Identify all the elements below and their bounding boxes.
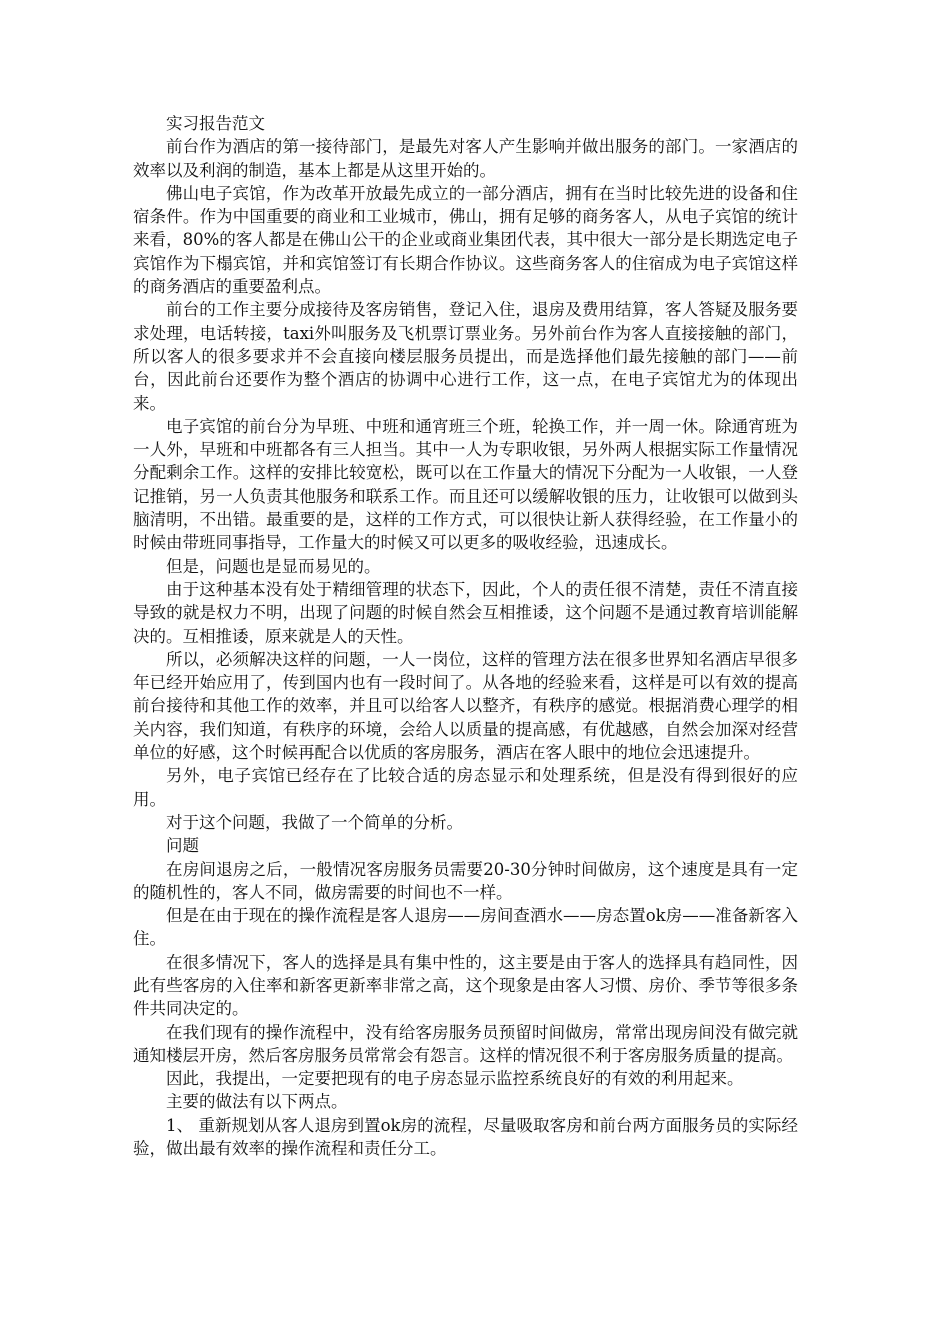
paragraph: 电子宾馆的前台分为早班、中班和通宵班三个班，轮换工作，并一周一休。除通宵班为一人外，早班和中班都各有三人担当。其中一人为专职收银，另外两人根据实际工作量情况分配剩余工作。这样的安排比较宽松，既可以在工作量大的情况下分配为一人收银，一人登记推销，另一人负责其他服务和联系工作。而且还可以缓解收银的压力，让收银可以做到头脑清明，不出错。最重要的是，这样的工作方式，可以很快让新人获得经验，在工作量小的时候由带班同事指导，工作量大的时候又可以更多的吸收经验，迅速成长。 <box>133 416 798 553</box>
paragraph: 因此，我提出，一定要把现有的电子房态显示监控系统良好的有效的利用起来。 <box>166 1069 744 1089</box>
paragraph: 对于这个问题，我做了一个简单的分析。 <box>166 812 463 832</box>
paragraph: 由于这种基本没有处于精细管理的状态下，因此，个人的责任很不清楚，责任不清直接导致的就是权力不明，出现了问题的时候自然会互相推诿，这个问题不是通过教育培训能解决的。互相推诿，原来就是人的天性。 <box>133 579 798 646</box>
paragraph: 佛山电子宾馆，作为改革开放最先成立的一部分酒店，拥有在当时比较先进的设备和住宿条件。作为中国重要的商业和工业城市，佛山，拥有足够的商务客人，从电子宾馆的统计来看，80%的客人都是在佛山公干的企业或商业集团代表，其中很大一部分是长期选定电子宾馆作为下榻宾馆，并和宾馆签订有长期合作协议。这些商务客人的住宿成为电子宾馆这样的商务酒店的重要盈利点。 <box>133 183 798 297</box>
paragraph: 另外，电子宾馆已经存在了比较合适的房态显示和处理系统，但是没有得到很好的应用。 <box>133 766 798 809</box>
paragraph: 在很多情况下，客人的选择是具有集中性的，这主要是由于客人的选择具有趋同性，因此有些客房的入住率和新客更新率非常之高，这个现象是由客人习惯、房价、季节等很多条件共同决定的。 <box>133 952 798 1019</box>
paragraph: 在我们现有的操作流程中，没有给客房服务员预留时间做房，常常出现房间没有做完就通知楼层开房，然后客房服务员常常会有怨言。这样的情况很不利于客房服务质量的提高。 <box>133 1022 798 1065</box>
paragraph: 前台作为酒店的第一接待部门，是最先对客人产生影响并做出服务的部门。一家酒店的效率以及利润的制造，基本上都是从这里开始的。 <box>133 137 798 180</box>
paragraph: 所以，必须解决这样的问题，一人一岗位，这样的管理方法在很多世界知名酒店早很多年已经开始应用了，传到国内也有一段时间了。从各地的经验来看，这样是可以有效的提高前台接待和其他工作的效率，并且可以给客人以整齐，有秩序的感觉。根据消费心理学的相关内容，我们知道，有秩序的环境，会给人以质量的提高感，有优越感，自然会加深对经营单位的好感，这个时候再配合以优质的客房服务，酒店在客人眼中的地位会迅速提升。 <box>133 649 798 763</box>
document-body <box>133 112 798 1160</box>
paragraph: 1、 重新规划从客人退房到置ok房的流程，尽量吸取客房和前台两方面服务员的实际经验，做出最有效率的操作流程和责任分工。 <box>133 1115 798 1159</box>
section-heading: 问题 <box>166 836 199 856</box>
paragraph: 前台的工作主要分成接待及客房销售，登记入住，退房及费用结算，客人答疑及服务要求处理，电话转接，taxi外叫服务及飞机票订票业务。另外前台作为客人直接接触的部门，所以客人的很多要求并不会直接向楼层服务员提出，而是选择他们最先接触的部门——前台，因此前台还要作为整个酒店的协调中心进行工作，这一点，在电子宾馆尤为的体现出来。 <box>133 300 798 413</box>
document-title: 实习报告范文 <box>166 114 265 133</box>
paragraph: 主要的做法有以下两点。 <box>166 1092 348 1112</box>
paragraph: 但是在由于现在的操作流程是客人退房——房间查酒水——房态置ok房——准备新客入住。 <box>133 906 798 949</box>
paragraph: 但是，问题也是显而易见的。 <box>166 556 381 576</box>
paragraph: 在房间退房之后，一般情况客房服务员需要20-30分钟时间做房，这个速度是具有一定的随机性的，客人不同，做房需要的时间也不一样。 <box>133 859 798 902</box>
